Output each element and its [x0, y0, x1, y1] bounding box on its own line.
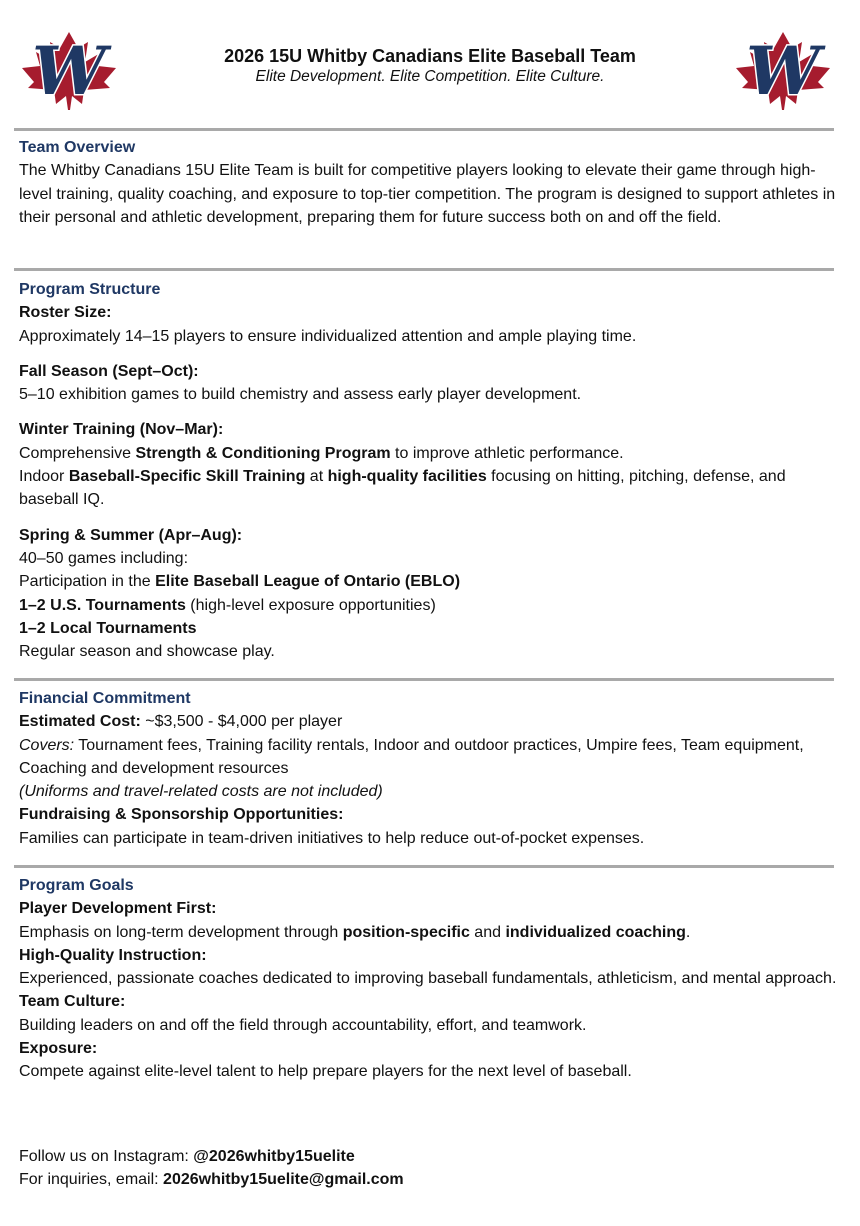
- fundraising-label: Fundraising & Sponsorship Opportunities:: [19, 806, 344, 824]
- spring-summer-line-2: Participation in the Elite Baseball League of Ontario (EBLO): [19, 573, 461, 591]
- team-logo-left: [14, 30, 124, 112]
- svg-text:W: W: [745, 32, 821, 110]
- document-tagline: Elite Development. Elite Competition. Elite Culture.: [255, 68, 605, 85]
- section-divider: [14, 678, 834, 681]
- team-logo-right: [728, 30, 838, 112]
- excluded-costs-note: (Uniforms and travel-related costs are not included): [19, 783, 383, 801]
- document-title: 2026 15U Whitby Canadians Elite Baseball Team: [224, 46, 636, 66]
- winter-training-line-1: Comprehensive Strength & Conditioning Program to improve athletic performance.: [19, 444, 624, 462]
- winter-training-label: Winter Training (Nov–Mar):: [19, 421, 224, 439]
- goal-label: High-Quality Instruction:: [19, 946, 207, 964]
- winter-training-line-2: Indoor Baseball-Specific Skill Training at high-quality facilities focusing on hitting, pitching, defense, and baseball IQ.: [19, 468, 786, 509]
- spring-summer-line-1: 40–50 games including:: [19, 549, 189, 567]
- team-overview-section: [19, 136, 839, 229]
- email-link[interactable]: 2026whitby15uelite@gmail.com: [163, 1171, 404, 1189]
- header: [0, 0, 860, 128]
- goal-text: Building leaders on and off the field through accountability, effort, and teamwork.: [19, 1016, 587, 1034]
- goal-label: Team Culture:: [19, 993, 126, 1011]
- roster-size-text: Approximately 14–15 players to ensure individualized attention and ample playing time.: [19, 327, 637, 345]
- estimated-cost: Estimated Cost: ~$3,500 - $4,000 per player: [19, 713, 343, 731]
- cost-coverage: Covers: Tournament fees, Training facility rentals, Indoor and outdoor practices, Umpire fees, Team equipment, Coaching and development resources: [19, 736, 804, 777]
- instagram-line: Follow us on Instagram: @2026whitby15uelite: [19, 1148, 355, 1165]
- fall-season-text: 5–10 exhibition games to build chemistry and assess early player development.: [19, 386, 582, 404]
- goal-text: Emphasis on long-term development through position-specific and individualized coaching.: [19, 923, 691, 941]
- title-block: [160, 45, 700, 87]
- spring-summer-line-4: 1–2 Local Tournaments: [19, 619, 197, 637]
- section-divider: [14, 865, 834, 868]
- instagram-handle-link[interactable]: @2026whitby15uelite: [193, 1148, 355, 1165]
- goal-text: Compete against elite-level talent to help prepare players for the next level of baseball.: [19, 1063, 632, 1081]
- email-line: For inquiries, email: 2026whitby15uelite@gmail.com: [19, 1171, 404, 1189]
- section-divider: [14, 128, 834, 131]
- section-divider: [14, 268, 834, 271]
- fundraising-text: Families can participate in team-driven initiatives to help reduce out-of-pocket expenses.: [19, 829, 645, 847]
- spring-summer-line-5: Regular season and showcase play.: [19, 643, 275, 661]
- goal-label: Exposure:: [19, 1040, 98, 1058]
- goal-label: Player Development First:: [19, 900, 217, 918]
- goal-text: Experienced, passionate coaches dedicated to improving baseball fundamentals, athleticism, and mental approach.: [19, 970, 837, 988]
- contact-footer: [19, 1145, 404, 1192]
- section-heading: Program Structure: [19, 281, 161, 298]
- financial-commitment-section: [19, 687, 839, 850]
- svg-text:W: W: [31, 32, 107, 110]
- roster-size-label: Roster Size:: [19, 304, 112, 322]
- section-heading: Team Overview: [19, 139, 136, 156]
- section-heading: Financial Commitment: [19, 690, 191, 707]
- overview-text: The Whitby Canadians 15U Elite Team is built for competitive players looking to elevate their game through high-level training, quality coaching, and exposure to top-tier competition. The program is designed to support athletes in their personal and athletic development, preparing them for future success both on and off the field.: [19, 162, 836, 226]
- spring-summer-line-3: 1–2 U.S. Tournaments (high-level exposure opportunities): [19, 596, 436, 614]
- spring-summer-label: Spring & Summer (Apr–Aug):: [19, 526, 243, 544]
- fall-season-label: Fall Season (Sept–Oct):: [19, 362, 199, 380]
- program-structure-section: [19, 278, 839, 663]
- program-goals-section: [19, 874, 839, 1084]
- section-heading: Program Goals: [19, 877, 134, 894]
